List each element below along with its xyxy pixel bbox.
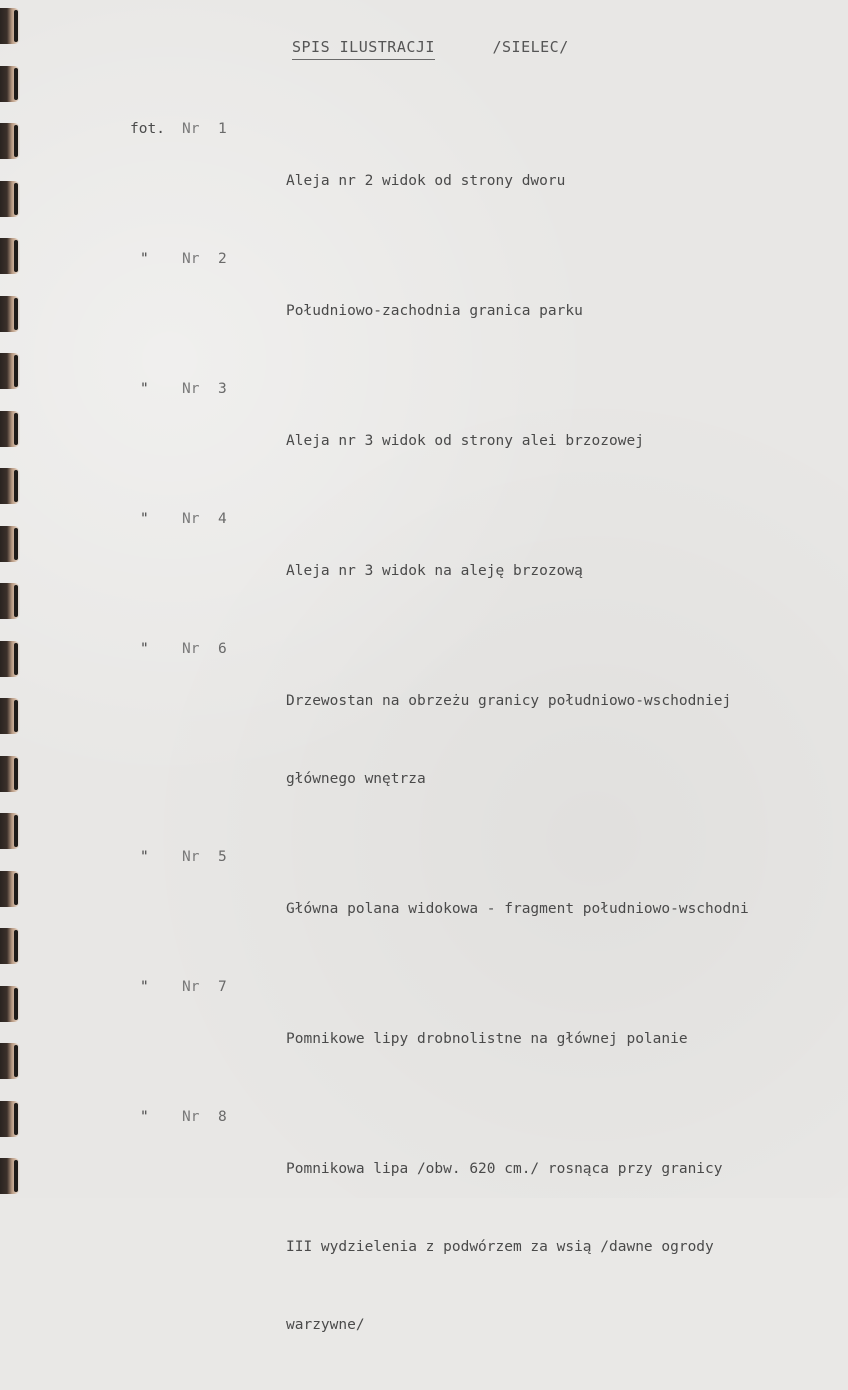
item-description: [286, 116, 840, 246]
document-subtitle: /SIELEC/: [492, 38, 569, 56]
binding-ring: [0, 526, 20, 562]
item-prefix: ": [140, 641, 149, 657]
item-number: 7: [218, 979, 227, 995]
item-number: 1: [218, 121, 227, 137]
binding-ring: [0, 296, 20, 332]
item-nr-label: Nr: [182, 1109, 200, 1125]
item-nr-label: Nr: [182, 251, 200, 267]
binding-ring: [0, 813, 20, 849]
binding-ring: [0, 66, 20, 102]
binding-ring: [0, 1158, 20, 1194]
binding-ring: [0, 698, 20, 734]
list-item: [130, 506, 840, 636]
description-line: Aleja nr 3 widok od strony alei brzozowej: [286, 433, 644, 449]
item-nr-label: Nr: [182, 511, 200, 527]
binding-ring: [0, 8, 20, 44]
binding-ring: [0, 986, 20, 1022]
list-item: [130, 116, 840, 246]
description-line: Drzewostan na obrzeżu granicy południowo-wschodniej: [286, 693, 732, 709]
item-nr-label: Nr: [182, 121, 200, 137]
item-prefix: ": [140, 381, 149, 397]
item-description: [286, 376, 840, 506]
item-number: 5: [218, 849, 227, 865]
item-prefix: ": [140, 511, 149, 527]
item-prefix: ": [140, 979, 149, 995]
description-line: Pomnikowe lipy drobnolistne na głównej polanie: [286, 1031, 688, 1047]
binding-ring: [0, 353, 20, 389]
description-line: Główna polana widokowa - fragment południowo-wschodni: [286, 901, 749, 917]
description-line: warzywne/: [286, 1317, 365, 1333]
binding-ring: [0, 411, 20, 447]
binding-ring: [0, 181, 20, 217]
binding-ring: [0, 238, 20, 274]
binding-ring: [0, 1101, 20, 1137]
description-line: Aleja nr 2 widok od strony dworu: [286, 173, 566, 189]
binding-ring: [0, 928, 20, 964]
description-line: Pomnikowa lipa /obw. 620 cm./ rosnąca przy granicy: [286, 1161, 723, 1177]
item-description: [286, 246, 840, 376]
binding-ring: [0, 871, 20, 907]
description-line: Aleja nr 3 widok na aleję brzozową: [286, 563, 583, 579]
item-description: [286, 506, 840, 636]
spiral-binding: [0, 0, 26, 1198]
list-item: [130, 974, 840, 1104]
item-number: 2: [218, 251, 227, 267]
list-item: [130, 246, 840, 376]
list-item: [130, 1104, 840, 1390]
item-description: [286, 636, 840, 844]
binding-ring: [0, 1043, 20, 1079]
item-description: [286, 1104, 840, 1390]
item-nr-label: Nr: [182, 381, 200, 397]
binding-ring: [0, 123, 20, 159]
illustration-list: [130, 116, 840, 1390]
list-item: [130, 844, 840, 974]
list-item: [130, 636, 840, 844]
description-line: Południowo-zachodnia granica parku: [286, 303, 583, 319]
list-item: [130, 376, 840, 506]
binding-ring: [0, 468, 20, 504]
header: [292, 38, 569, 60]
binding-ring: [0, 756, 20, 792]
item-description: [286, 974, 840, 1104]
document-title: SPIS ILUSTRACJI: [292, 38, 435, 60]
item-prefix: fot.: [130, 121, 165, 137]
item-description: [286, 844, 840, 974]
item-prefix: ": [140, 1109, 149, 1125]
item-number: 4: [218, 511, 227, 527]
description-line: głównego wnętrza: [286, 771, 426, 787]
description-line: III wydzielenia z podwórzem za wsią /dawne ogrody: [286, 1239, 714, 1255]
item-number: 8: [218, 1109, 227, 1125]
item-nr-label: Nr: [182, 641, 200, 657]
item-number: 3: [218, 381, 227, 397]
item-number: 6: [218, 641, 227, 657]
item-prefix: ": [140, 849, 149, 865]
item-nr-label: Nr: [182, 979, 200, 995]
binding-ring: [0, 583, 20, 619]
item-nr-label: Nr: [182, 849, 200, 865]
item-prefix: ": [140, 251, 149, 267]
binding-ring: [0, 641, 20, 677]
